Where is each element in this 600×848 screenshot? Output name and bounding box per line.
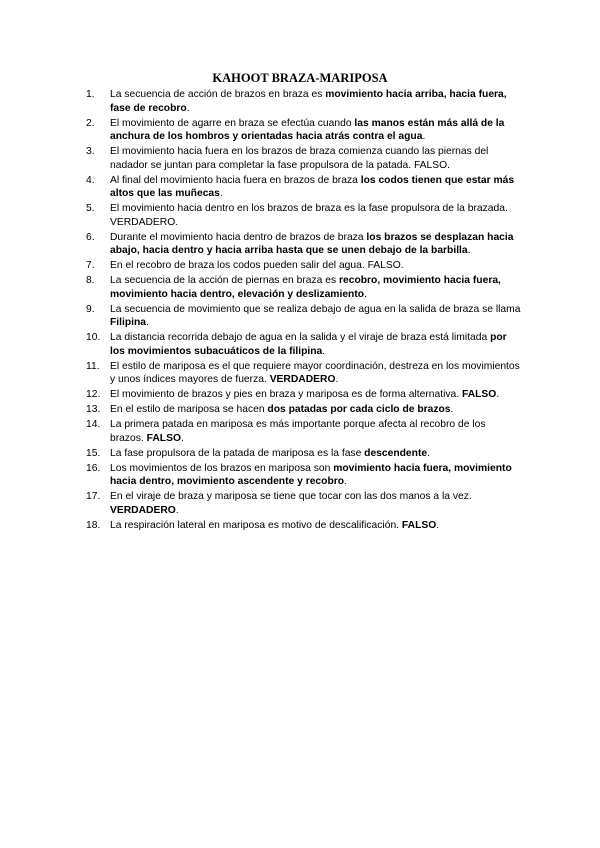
list-item: [86, 117, 522, 144]
item-number: 2.: [86, 117, 95, 129]
item-text-segment: .: [467, 245, 471, 256]
item-text: [110, 232, 514, 257]
item-number: 17.: [86, 491, 101, 502]
item-text-segment: .: [450, 404, 454, 415]
item-text-segment: .: [175, 504, 179, 516]
item-text-segment: En el estilo de mariposa se hacen: [110, 404, 268, 415]
item-text-segment: La secuencia de movimiento que se realiza debajo de agua en la salida de braza se llama: [110, 303, 521, 315]
item-text-segment: .: [422, 131, 426, 142]
answer-text: FALSO: [461, 389, 497, 400]
list-item: [86, 88, 522, 115]
item-number: 1.: [86, 89, 95, 100]
list-item: [86, 231, 522, 258]
item-number: 6.: [86, 231, 95, 243]
question-list: [86, 88, 522, 534]
answer-text: los brazos se desplazan hacia abajo, hacia dentro y hacia arriba hasta que se unen debajo de la barbilla: [110, 231, 514, 256]
answer-text: descendente: [364, 447, 428, 459]
item-text: [110, 389, 499, 400]
item-text: [110, 304, 520, 329]
list-item: [86, 388, 522, 402]
list-item: [86, 462, 522, 489]
item-text-segment: La secuencia de la acción de piernas en braza es: [110, 275, 339, 286]
item-text-segment: El movimiento hacia dentro en los brazos de braza es la fase propulsora de la brazada. VERDADERO.: [110, 203, 508, 228]
answer-text: VERDADERO: [269, 374, 336, 385]
answer-text: FALSO: [146, 432, 181, 444]
item-text: [110, 89, 507, 114]
item-text: [110, 275, 501, 300]
item-text: [110, 361, 520, 386]
item-number: 15.: [86, 447, 101, 459]
item-number: 11.: [86, 360, 100, 372]
list-item: [86, 303, 522, 330]
list-item: [86, 145, 522, 172]
item-text-segment: .: [322, 345, 326, 357]
item-text: [110, 260, 404, 271]
answer-text: movimiento hacia arriba, hacia fuera, fase de recobro: [110, 89, 507, 114]
list-item: [86, 403, 522, 417]
item-text-segment: .: [186, 102, 190, 114]
item-text-segment: En el viraje de braza y mariposa se tiene que tocar con las dos manos a la vez.: [110, 491, 472, 502]
item-text-segment: En el recobro de braza los codos pueden salir del agua. FALSO.: [110, 260, 404, 271]
item-text-segment: Durante el movimiento hacia dentro de brazos de braza: [110, 231, 367, 243]
item-text: [110, 203, 508, 228]
item-text: [110, 175, 514, 200]
list-item: [86, 274, 522, 301]
list-item: [86, 360, 522, 387]
item-number: 13.: [86, 404, 101, 415]
answer-text: Filipina: [110, 317, 147, 328]
item-text-segment: El movimiento hacia fuera en los brazos de braza comienza cuando las piernas del nadador se juntan para completar la fase propulsora de la patada. FALSO.: [110, 146, 489, 171]
item-text-segment: .: [344, 476, 347, 487]
list-item: [86, 174, 522, 201]
item-number: 16.: [86, 462, 101, 474]
item-text-segment: .: [335, 374, 339, 385]
list-item: [86, 331, 522, 358]
item-number: 4.: [86, 174, 95, 186]
item-number: 12.: [86, 389, 101, 400]
answer-text: FALSO: [401, 519, 437, 531]
answer-text: dos patadas por cada ciclo de brazos: [267, 404, 451, 415]
item-number: 14.: [86, 419, 101, 430]
list-item: [86, 418, 522, 445]
item-number: 7.: [86, 260, 95, 271]
item-text-segment: La respiración lateral en mariposa es motivo de descalificación.: [110, 519, 402, 531]
item-number: 9.: [86, 303, 95, 315]
item-text-segment: .: [146, 317, 149, 328]
item-text-segment: La primera patada en mariposa es más importante porque afecta al recobro de los brazos.: [110, 419, 486, 444]
item-text: [110, 491, 472, 516]
answer-text: los codos tienen que estar más altos que las muñecas: [110, 174, 515, 199]
item-text-segment: Al final del movimiento hacia fuera en brazos de braza: [110, 174, 361, 186]
item-number: 8.: [86, 275, 95, 286]
list-item: [86, 202, 522, 229]
list-item: [86, 519, 522, 533]
item-number: 10.: [86, 332, 101, 343]
answer-text: VERDADERO: [110, 504, 176, 516]
item-text-segment: .: [180, 432, 184, 444]
item-number: 5.: [86, 203, 95, 214]
item-text: [110, 520, 439, 531]
item-text-segment: La fase propulsora de la patada de mariposa es la fase: [110, 447, 365, 459]
item-text-segment: .: [496, 389, 500, 400]
item-text: [110, 404, 453, 415]
item-text-segment: La secuencia de acción de brazos en braza es: [110, 89, 326, 100]
list-item: [86, 447, 522, 461]
item-text-segment: Los movimientos de los brazos en mariposa son: [110, 462, 334, 474]
answer-text: por los movimientos subacuáticos de la filipina: [110, 332, 507, 357]
item-text-segment: .: [219, 188, 223, 199]
item-text-segment: .: [436, 519, 440, 531]
item-text: [110, 332, 507, 357]
item-text: [110, 118, 504, 143]
answer-text: movimiento hacia fuera, movimiento hacia dentro, movimiento ascendente y recobro: [110, 462, 512, 487]
item-text-segment: .: [364, 288, 367, 300]
list-item: [86, 259, 522, 273]
item-text-segment: .: [427, 447, 430, 459]
answer-text: recobro, movimiento hacia fuera, movimiento hacia dentro, elevación y deslizamiento: [110, 275, 501, 300]
item-text-segment: El movimiento de brazos y pies en braza y mariposa es de forma alternativa.: [110, 389, 462, 400]
item-number: 3.: [86, 146, 95, 157]
item-text: [110, 448, 430, 459]
item-text: [110, 146, 488, 171]
document-title: KAHOOT BRAZA-MARIPOSA: [212, 71, 388, 85]
item-text-segment: El estilo de mariposa es el que requiere mayor coordinación, destreza en los movimientos y unos índices mayores de fuerza.: [110, 360, 520, 385]
item-text: [110, 463, 512, 488]
item-text: [110, 419, 485, 444]
answer-text: las manos están más allá de la anchura de los hombros y orientadas hacia atrás contra el agua: [110, 117, 505, 142]
item-text-segment: El movimiento de agarre en braza se efectúa cuando: [110, 117, 355, 129]
list-item: [86, 490, 522, 517]
item-number: 18.: [86, 519, 101, 531]
item-text-segment: La distancia recorrida debajo de agua en la salida y el viraje de braza está limitada: [110, 332, 491, 343]
